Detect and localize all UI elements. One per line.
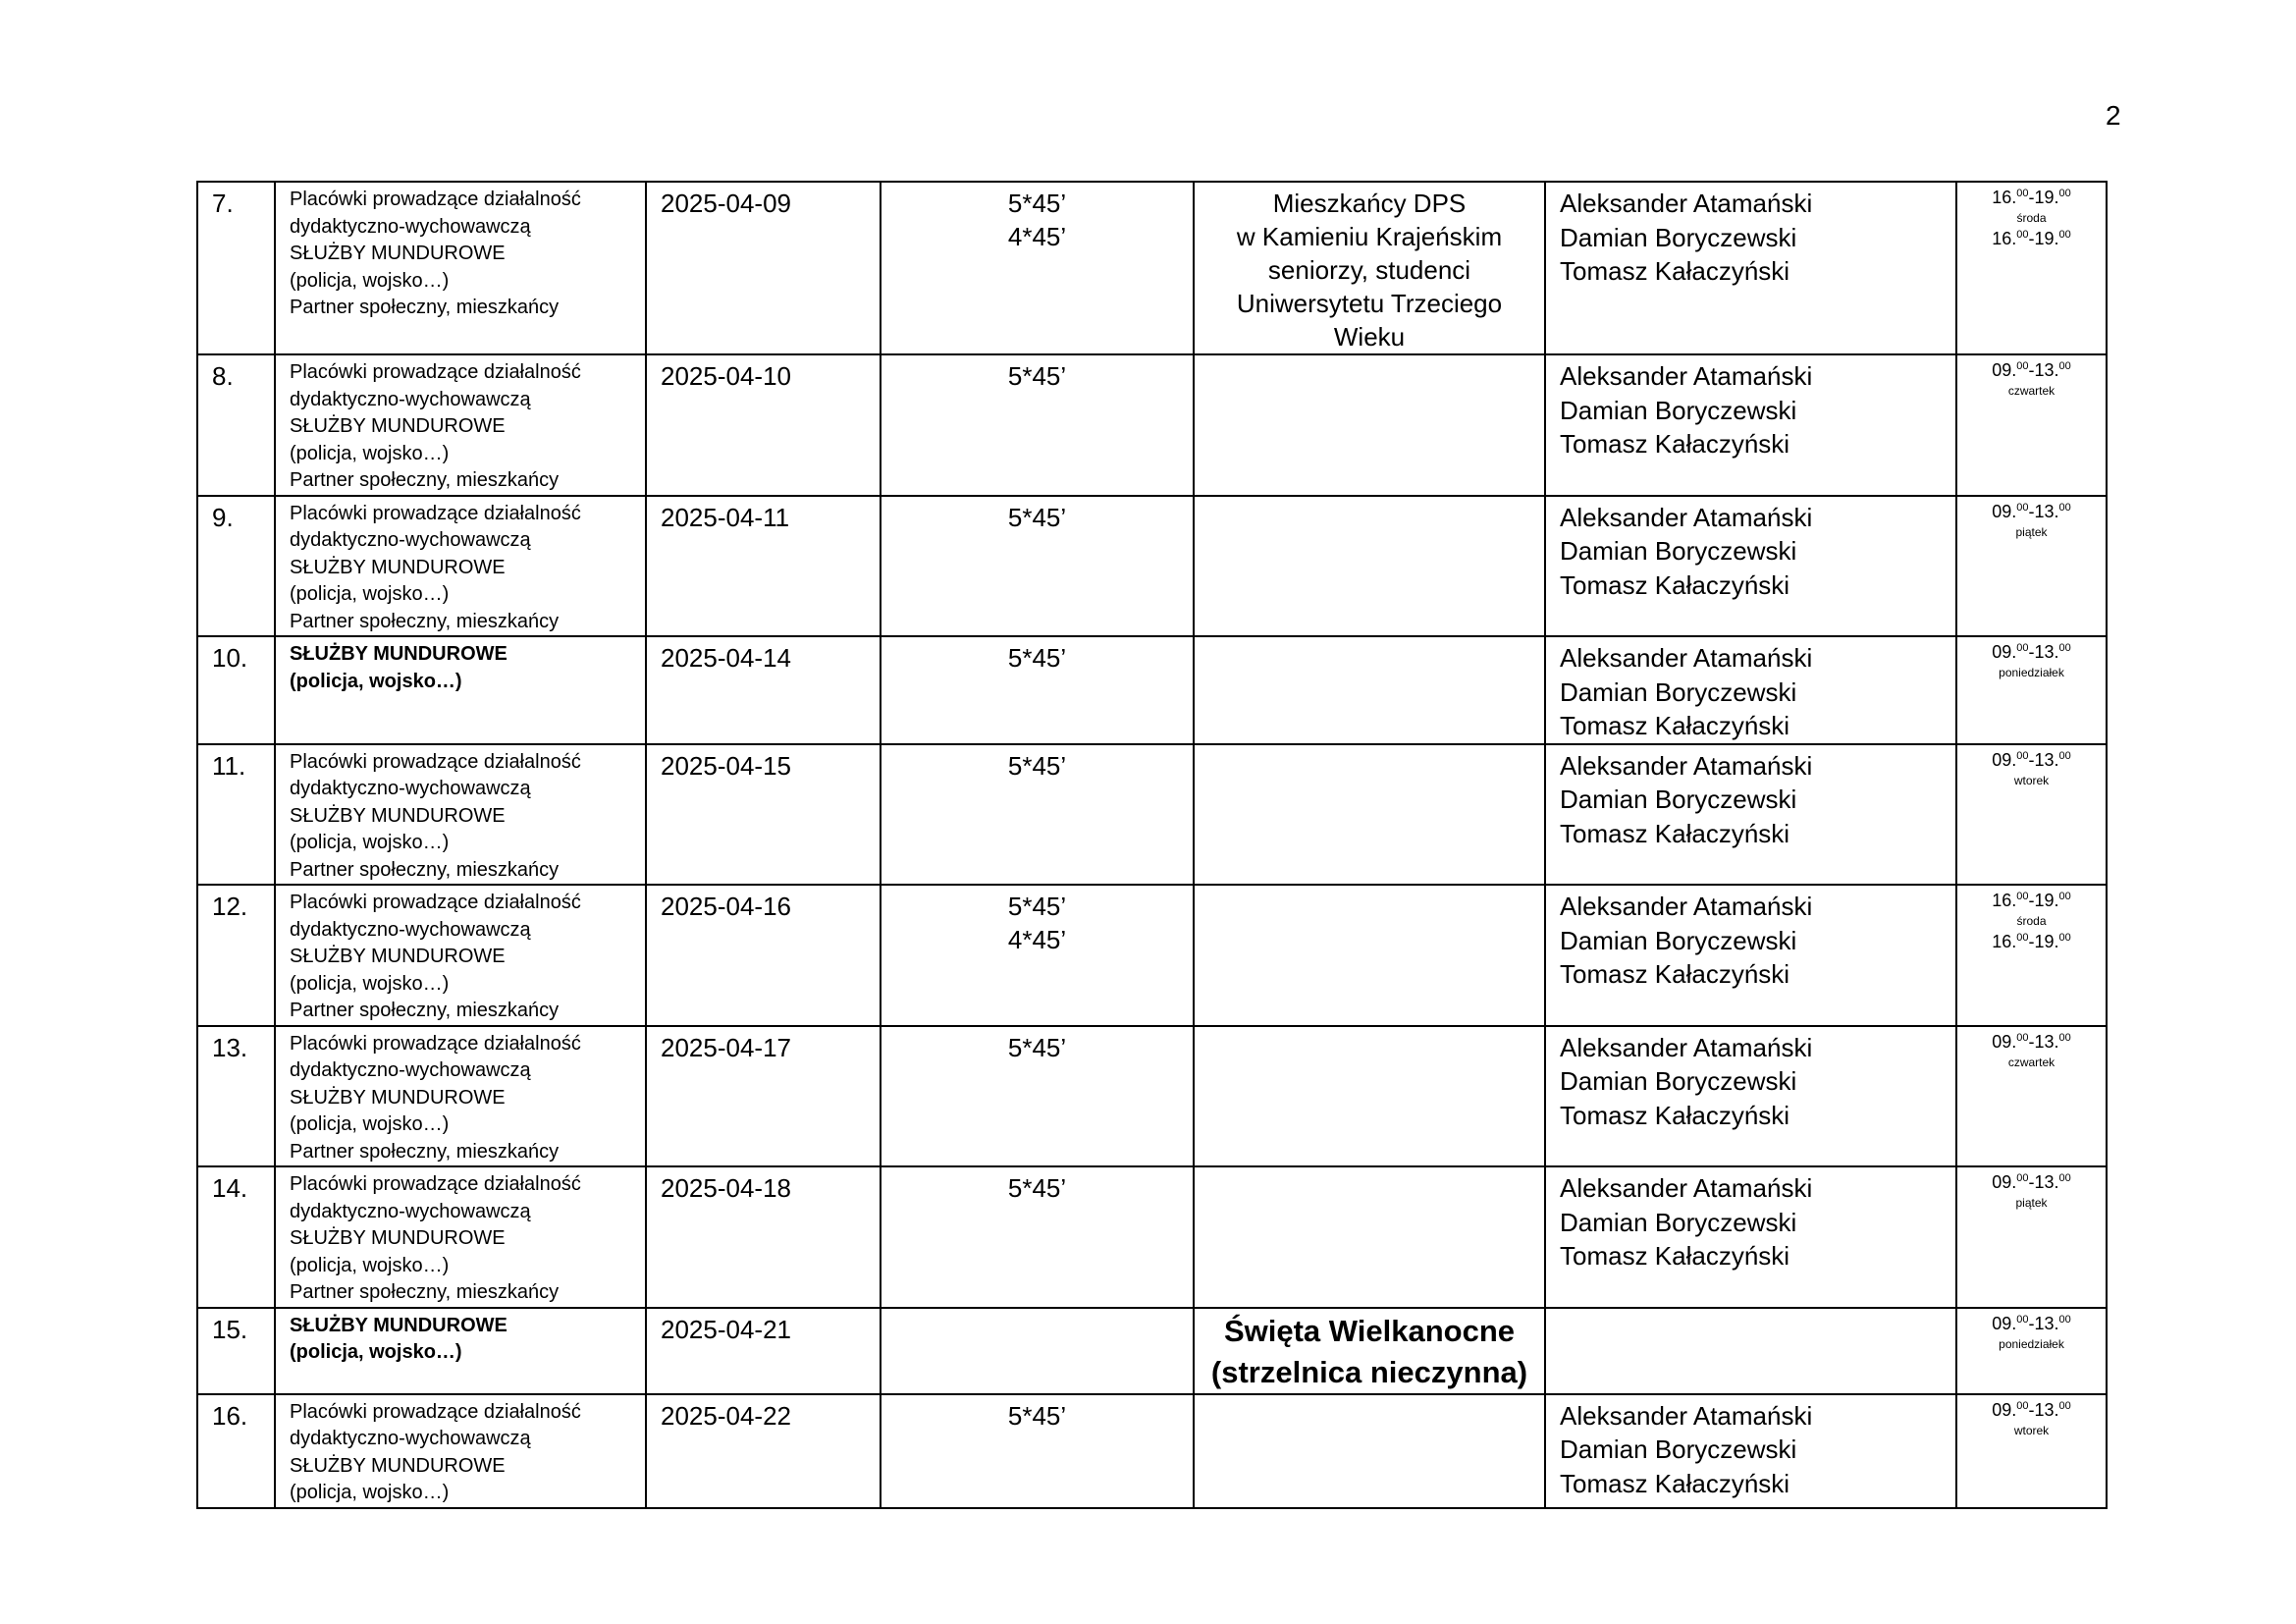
time-dash: -: [2028, 229, 2035, 248]
target-group-line: dydaktyczno-wychowawczą: [290, 388, 531, 410]
row-number: 13.: [197, 1026, 275, 1167]
time-end: 13.: [2034, 1031, 2059, 1052]
hours-line: 4*45’: [1007, 925, 1067, 954]
target-group-line: dydaktyczno-wychowawczą: [290, 215, 531, 238]
target-group-line: SŁUŻBY MUNDUROWE: [290, 243, 506, 264]
target-group-line: Placówki prowadzące działalność: [290, 1173, 581, 1195]
table-row: [197, 1166, 2107, 1308]
participants-cell: [1194, 1394, 1545, 1508]
row-number: 9.: [197, 496, 275, 637]
time-start: 16.: [1992, 188, 2017, 207]
target-group-line: Placówki prowadzące działalność: [290, 502, 581, 524]
instructors-cell: [1545, 744, 1956, 886]
session-date: 2025-04-17: [646, 1026, 881, 1167]
time-start-minutes: 00: [2016, 1172, 2029, 1184]
target-group-line: Placówki prowadzące działalność: [290, 892, 581, 913]
target-group-line: SŁUŻBY MUNDUROWE: [290, 556, 506, 578]
time-start-minutes: 00: [2016, 891, 2029, 902]
target-group-line: (policja, wojsko…): [290, 972, 450, 995]
time-start: 16.: [1992, 229, 2017, 248]
time-range: [1957, 749, 2106, 771]
time-start: 09.: [1992, 360, 2017, 380]
target-groups-cell: [275, 636, 646, 744]
instructors-cell: [1545, 354, 1956, 496]
target-group-line: SŁUŻBY MUNDUROWE: [290, 946, 506, 967]
time-start-minutes: 00: [2016, 1313, 2029, 1326]
participants-cell: [1194, 885, 1545, 1026]
target-group-line: Partner społeczny, mieszkańcy: [290, 610, 560, 632]
participants-cell: [1194, 1308, 1545, 1394]
time-end: 19.: [2034, 229, 2059, 248]
instructor-name: Damian Boryczewski: [1560, 536, 1797, 566]
target-groups-cell: [275, 182, 646, 354]
target-groups-cell: [275, 744, 646, 886]
instructor-name: Aleksander Atamański: [1560, 643, 1813, 673]
table-row: [197, 636, 2107, 744]
time-end: 19.: [2034, 188, 2059, 207]
instructor-name: Aleksander Atamański: [1560, 1400, 1813, 1431]
time-dash: -: [2028, 501, 2035, 521]
time-range: [1957, 1399, 2106, 1421]
participants-line: w Kamieniu Krajeńskim: [1236, 222, 1503, 251]
time-start: 09.: [1992, 1172, 2017, 1192]
time-end: 13.: [2034, 749, 2059, 770]
participants-line: seniorzy, studenci: [1267, 255, 1471, 285]
time-cell: [1956, 636, 2107, 744]
target-group-line: Partner społeczny, mieszkańcy: [290, 297, 560, 318]
weekday-label: piątek: [2015, 1196, 2048, 1210]
time-dash: -: [2028, 1172, 2035, 1192]
target-groups-cell: [275, 1166, 646, 1308]
participants-line: Mieszkańcy DPS: [1272, 189, 1467, 218]
table-row: [197, 885, 2107, 1026]
instructor-name: Aleksander Atamański: [1560, 189, 1813, 218]
target-group-line: SŁUŻBY MUNDUROWE: [290, 1314, 507, 1336]
instructor-name: Tomasz Kałaczyński: [1560, 818, 1790, 848]
table-row: [197, 182, 2107, 354]
target-group-line: dydaktyczno-wychowawczą: [290, 1428, 531, 1449]
target-groups-cell: [275, 496, 646, 637]
time-end-minutes: 00: [2058, 891, 2071, 902]
time-start: 09.: [1992, 1399, 2017, 1420]
time-end-minutes: 00: [2058, 360, 2071, 372]
time-end: 13.: [2034, 642, 2059, 662]
time-cell: [1956, 1026, 2107, 1167]
time-cell: [1956, 1308, 2107, 1394]
time-start-minutes: 00: [2016, 932, 2029, 944]
instructor-name: Tomasz Kałaczyński: [1560, 1100, 1790, 1130]
target-group-line: SŁUŻBY MUNDUROWE: [290, 1454, 506, 1477]
weekday-label: poniedziałek: [1999, 666, 2064, 679]
time-start-minutes: 00: [2016, 1399, 2029, 1412]
instructors-cell: [1545, 496, 1956, 637]
time-range: [1957, 641, 2106, 663]
hours-cell: [881, 636, 1194, 744]
session-date: 2025-04-09: [646, 182, 881, 354]
weekday-label: piątek: [2015, 524, 2048, 539]
time-start: 09.: [1992, 749, 2017, 770]
time-end-minutes: 00: [2058, 1313, 2071, 1326]
instructor-name: Aleksander Atamański: [1560, 361, 1813, 391]
instructors-cell: [1545, 182, 1956, 354]
table-row: [197, 354, 2107, 496]
instructor-name: Tomasz Kałaczyński: [1560, 1241, 1790, 1271]
time-cell: [1956, 1394, 2107, 1508]
hours-line: 4*45’: [1007, 222, 1067, 251]
target-groups-cell: [275, 1026, 646, 1167]
target-groups-cell: [275, 1394, 646, 1508]
participants-line: (strzelnica nieczynna): [1210, 1354, 1528, 1389]
hours-line: 5*45’: [1007, 361, 1067, 391]
participants-cell: [1194, 636, 1545, 744]
target-group-line: dydaktyczno-wychowawczą: [290, 918, 531, 941]
target-group-line: Partner społeczny, mieszkańcy: [290, 469, 560, 491]
weekday-label: środa: [2016, 914, 2047, 928]
time-end: 13.: [2034, 1399, 2059, 1420]
session-date: 2025-04-14: [646, 636, 881, 744]
instructor-name: Damian Boryczewski: [1560, 785, 1797, 814]
time-start: 09.: [1992, 1313, 2017, 1333]
time-end-minutes: 00: [2058, 932, 2071, 944]
time-dash: -: [2028, 360, 2035, 380]
target-group-line: (policja, wojsko…): [290, 442, 450, 464]
weekday-label: wtorek: [2013, 773, 2050, 787]
instructor-name: Aleksander Atamański: [1560, 502, 1813, 532]
target-group-line: (policja, wojsko…): [290, 1113, 450, 1135]
time-cell: [1956, 744, 2107, 886]
time-start-minutes: 00: [2016, 188, 2029, 199]
time-cell: [1956, 496, 2107, 637]
participants-cell: [1194, 744, 1545, 886]
target-group-line: Partner społeczny, mieszkańcy: [290, 1281, 560, 1303]
hours-line: 5*45’: [1007, 189, 1067, 218]
time-dash: -: [2028, 1313, 2035, 1333]
time-end-minutes: 00: [2058, 188, 2071, 199]
hours-cell: [881, 1026, 1194, 1167]
time-cell: [1956, 182, 2107, 354]
time-end: 13.: [2034, 1313, 2059, 1333]
instructor-name: Damian Boryczewski: [1560, 395, 1797, 425]
target-group-line: dydaktyczno-wychowawczą: [290, 1200, 531, 1222]
session-date: 2025-04-15: [646, 744, 881, 886]
time-start: 09.: [1992, 642, 2017, 662]
time-end-minutes: 00: [2058, 642, 2071, 654]
instructor-name: Tomasz Kałaczyński: [1560, 429, 1790, 459]
instructor-name: Aleksander Atamański: [1560, 1032, 1813, 1062]
instructor-name: Tomasz Kałaczyński: [1560, 711, 1790, 740]
instructors-cell: [1545, 1394, 1956, 1508]
target-group-line: SŁUŻBY MUNDUROWE: [290, 804, 506, 827]
participants-cell: [1194, 1026, 1545, 1167]
weekday-label: poniedziałek: [1999, 1336, 2064, 1351]
instructors-cell: [1545, 636, 1956, 744]
time-cell: [1956, 1166, 2107, 1308]
instructor-name: Aleksander Atamański: [1560, 892, 1813, 921]
target-group-line: (policja, wojsko…): [290, 1482, 450, 1503]
target-group-line: Placówki prowadzące działalność: [290, 361, 581, 383]
target-group-line: Partner społeczny, mieszkańcy: [290, 1000, 560, 1021]
row-number: 11.: [197, 744, 275, 886]
hours-cell: [881, 1308, 1194, 1394]
hours-line: 5*45’: [1007, 1400, 1067, 1431]
time-end-minutes: 00: [2058, 749, 2071, 762]
row-number: 7.: [197, 182, 275, 354]
target-group-line: Placówki prowadzące działalność: [290, 1400, 581, 1423]
target-groups-cell: [275, 354, 646, 496]
time-start-minutes: 00: [2016, 749, 2029, 762]
instructors-cell: [1545, 1026, 1956, 1167]
time-end-minutes: 00: [2058, 229, 2071, 241]
table-row: [197, 744, 2107, 886]
time-start: 16.: [1992, 932, 2017, 951]
participants-cell: [1194, 1166, 1545, 1308]
time-end: 13.: [2034, 360, 2059, 380]
time-dash: -: [2028, 642, 2035, 662]
instructor-name: Damian Boryczewski: [1560, 1066, 1797, 1096]
time-start: 16.: [1992, 891, 2017, 910]
schedule-table: [196, 181, 2108, 1509]
session-date: 2025-04-11: [646, 496, 881, 637]
time-start-minutes: 00: [2016, 501, 2029, 514]
instructor-name: Tomasz Kałaczyński: [1560, 256, 1790, 286]
time-cell: [1956, 354, 2107, 496]
time-dash: -: [2028, 749, 2035, 770]
session-date: 2025-04-16: [646, 885, 881, 1026]
row-number: 14.: [197, 1166, 275, 1308]
page-number: 2: [2106, 100, 2121, 131]
weekday-label: czwartek: [2007, 384, 2056, 398]
time-range: [1957, 359, 2106, 381]
time-range: [1957, 228, 2106, 249]
time-cell: [1956, 885, 2107, 1026]
session-date: 2025-04-21: [646, 1308, 881, 1394]
target-group-line: SŁUŻBY MUNDUROWE: [290, 415, 506, 437]
schedule-body: [197, 182, 2107, 1508]
instructor-name: Aleksander Atamański: [1560, 750, 1813, 781]
row-number: 10.: [197, 636, 275, 744]
time-dash: -: [2028, 188, 2035, 207]
instructors-cell: [1545, 1166, 1956, 1308]
time-range: [1957, 1313, 2106, 1334]
time-range: [1957, 890, 2106, 911]
target-group-line: (policja, wojsko…): [290, 269, 450, 292]
target-group-line: dydaktyczno-wychowawczą: [290, 1059, 531, 1081]
hours-cell: [881, 354, 1194, 496]
session-date: 2025-04-10: [646, 354, 881, 496]
target-group-line: Partner społeczny, mieszkańcy: [290, 858, 560, 881]
target-group-line: (policja, wojsko…): [290, 583, 450, 605]
time-end-minutes: 00: [2058, 1399, 2071, 1412]
target-group-line: Placówki prowadzące działalność: [290, 1032, 581, 1055]
weekday-label: środa: [2016, 211, 2047, 225]
session-date: 2025-04-22: [646, 1394, 881, 1508]
instructor-name: Damian Boryczewski: [1560, 222, 1797, 252]
time-end: 19.: [2034, 891, 2059, 910]
instructor-name: Tomasz Kałaczyński: [1560, 569, 1790, 600]
target-group-line: (policja, wojsko…): [290, 1341, 462, 1363]
row-number: 16.: [197, 1394, 275, 1508]
time-dash: -: [2028, 891, 2035, 910]
time-start: 09.: [1992, 501, 2017, 521]
hours-line: 5*45’: [1007, 892, 1067, 921]
time-start-minutes: 00: [2016, 642, 2029, 654]
time-end-minutes: 00: [2058, 501, 2071, 514]
time-start-minutes: 00: [2016, 360, 2029, 372]
time-range: [1957, 501, 2106, 522]
hours-line: 5*45’: [1007, 750, 1067, 781]
target-group-line: SŁUŻBY MUNDUROWE: [290, 643, 507, 665]
time-end-minutes: 00: [2058, 1172, 2071, 1184]
table-row: [197, 1026, 2107, 1167]
hours-cell: [881, 182, 1194, 354]
instructor-name: Damian Boryczewski: [1560, 1207, 1797, 1237]
time-end: 19.: [2034, 932, 2059, 951]
target-group-line: dydaktyczno-wychowawczą: [290, 778, 531, 799]
participants-line: Uniwersytetu Trzeciego: [1236, 289, 1503, 318]
hours-cell: [881, 1166, 1194, 1308]
time-dash: -: [2028, 932, 2035, 951]
instructors-cell: [1545, 885, 1956, 1026]
table-row: [197, 1394, 2107, 1508]
target-group-line: Placówki prowadzące działalność: [290, 189, 581, 210]
weekday-label: czwartek: [2007, 1055, 2056, 1069]
time-dash: -: [2028, 1399, 2035, 1420]
time-start-minutes: 00: [2016, 229, 2029, 241]
target-group-line: dydaktyczno-wychowawczą: [290, 529, 531, 551]
participants-cell: [1194, 496, 1545, 637]
hours-cell: [881, 496, 1194, 637]
hours-cell: [881, 885, 1194, 1026]
row-number: 12.: [197, 885, 275, 1026]
time-start-minutes: 00: [2016, 1031, 2029, 1044]
participants-cell: [1194, 182, 1545, 354]
time-dash: -: [2028, 1031, 2035, 1052]
target-group-line: (policja, wojsko…): [290, 670, 462, 692]
target-group-line: Placówki prowadzące działalność: [290, 750, 581, 773]
table-row: [197, 496, 2107, 637]
instructors-cell: [1545, 1308, 1956, 1394]
session-date: 2025-04-18: [646, 1166, 881, 1308]
instructor-name: Damian Boryczewski: [1560, 925, 1797, 955]
time-end-minutes: 00: [2058, 1031, 2071, 1044]
target-group-line: SŁUŻBY MUNDUROWE: [290, 1086, 506, 1109]
instructor-name: Tomasz Kałaczyński: [1560, 959, 1790, 989]
row-number: 15.: [197, 1308, 275, 1394]
time-end: 13.: [2034, 1172, 2059, 1192]
participants-line: Święta Wielkanocne: [1223, 1313, 1516, 1348]
target-group-line: (policja, wojsko…): [290, 832, 450, 853]
target-groups-cell: [275, 885, 646, 1026]
time-range: [1957, 931, 2106, 952]
time-end: 13.: [2034, 501, 2059, 521]
weekday-label: wtorek: [2013, 1423, 2050, 1437]
row-number: 8.: [197, 354, 275, 496]
hours-line: 5*45’: [1007, 502, 1067, 532]
hours-cell: [881, 744, 1194, 886]
instructor-name: Damian Boryczewski: [1560, 1435, 1797, 1464]
participants-cell: [1194, 354, 1545, 496]
hours-line: 5*45’: [1007, 1173, 1067, 1203]
hours-line: 5*45’: [1007, 643, 1067, 673]
time-start: 09.: [1992, 1031, 2017, 1052]
instructor-name: Aleksander Atamański: [1560, 1173, 1813, 1203]
hours-cell: [881, 1394, 1194, 1508]
table-row: [197, 1308, 2107, 1394]
time-range: [1957, 1031, 2106, 1053]
instructor-name: Tomasz Kałaczyński: [1560, 1468, 1790, 1498]
time-range: [1957, 187, 2106, 208]
target-group-line: SŁUŻBY MUNDUROWE: [290, 1227, 506, 1249]
time-range: [1957, 1171, 2106, 1193]
participants-line: Wieku: [1333, 322, 1406, 352]
hours-line: 5*45’: [1007, 1032, 1067, 1062]
target-group-line: Partner społeczny, mieszkańcy: [290, 1140, 560, 1163]
target-groups-cell: [275, 1308, 646, 1394]
instructor-name: Damian Boryczewski: [1560, 677, 1797, 707]
target-group-line: (policja, wojsko…): [290, 1254, 450, 1276]
